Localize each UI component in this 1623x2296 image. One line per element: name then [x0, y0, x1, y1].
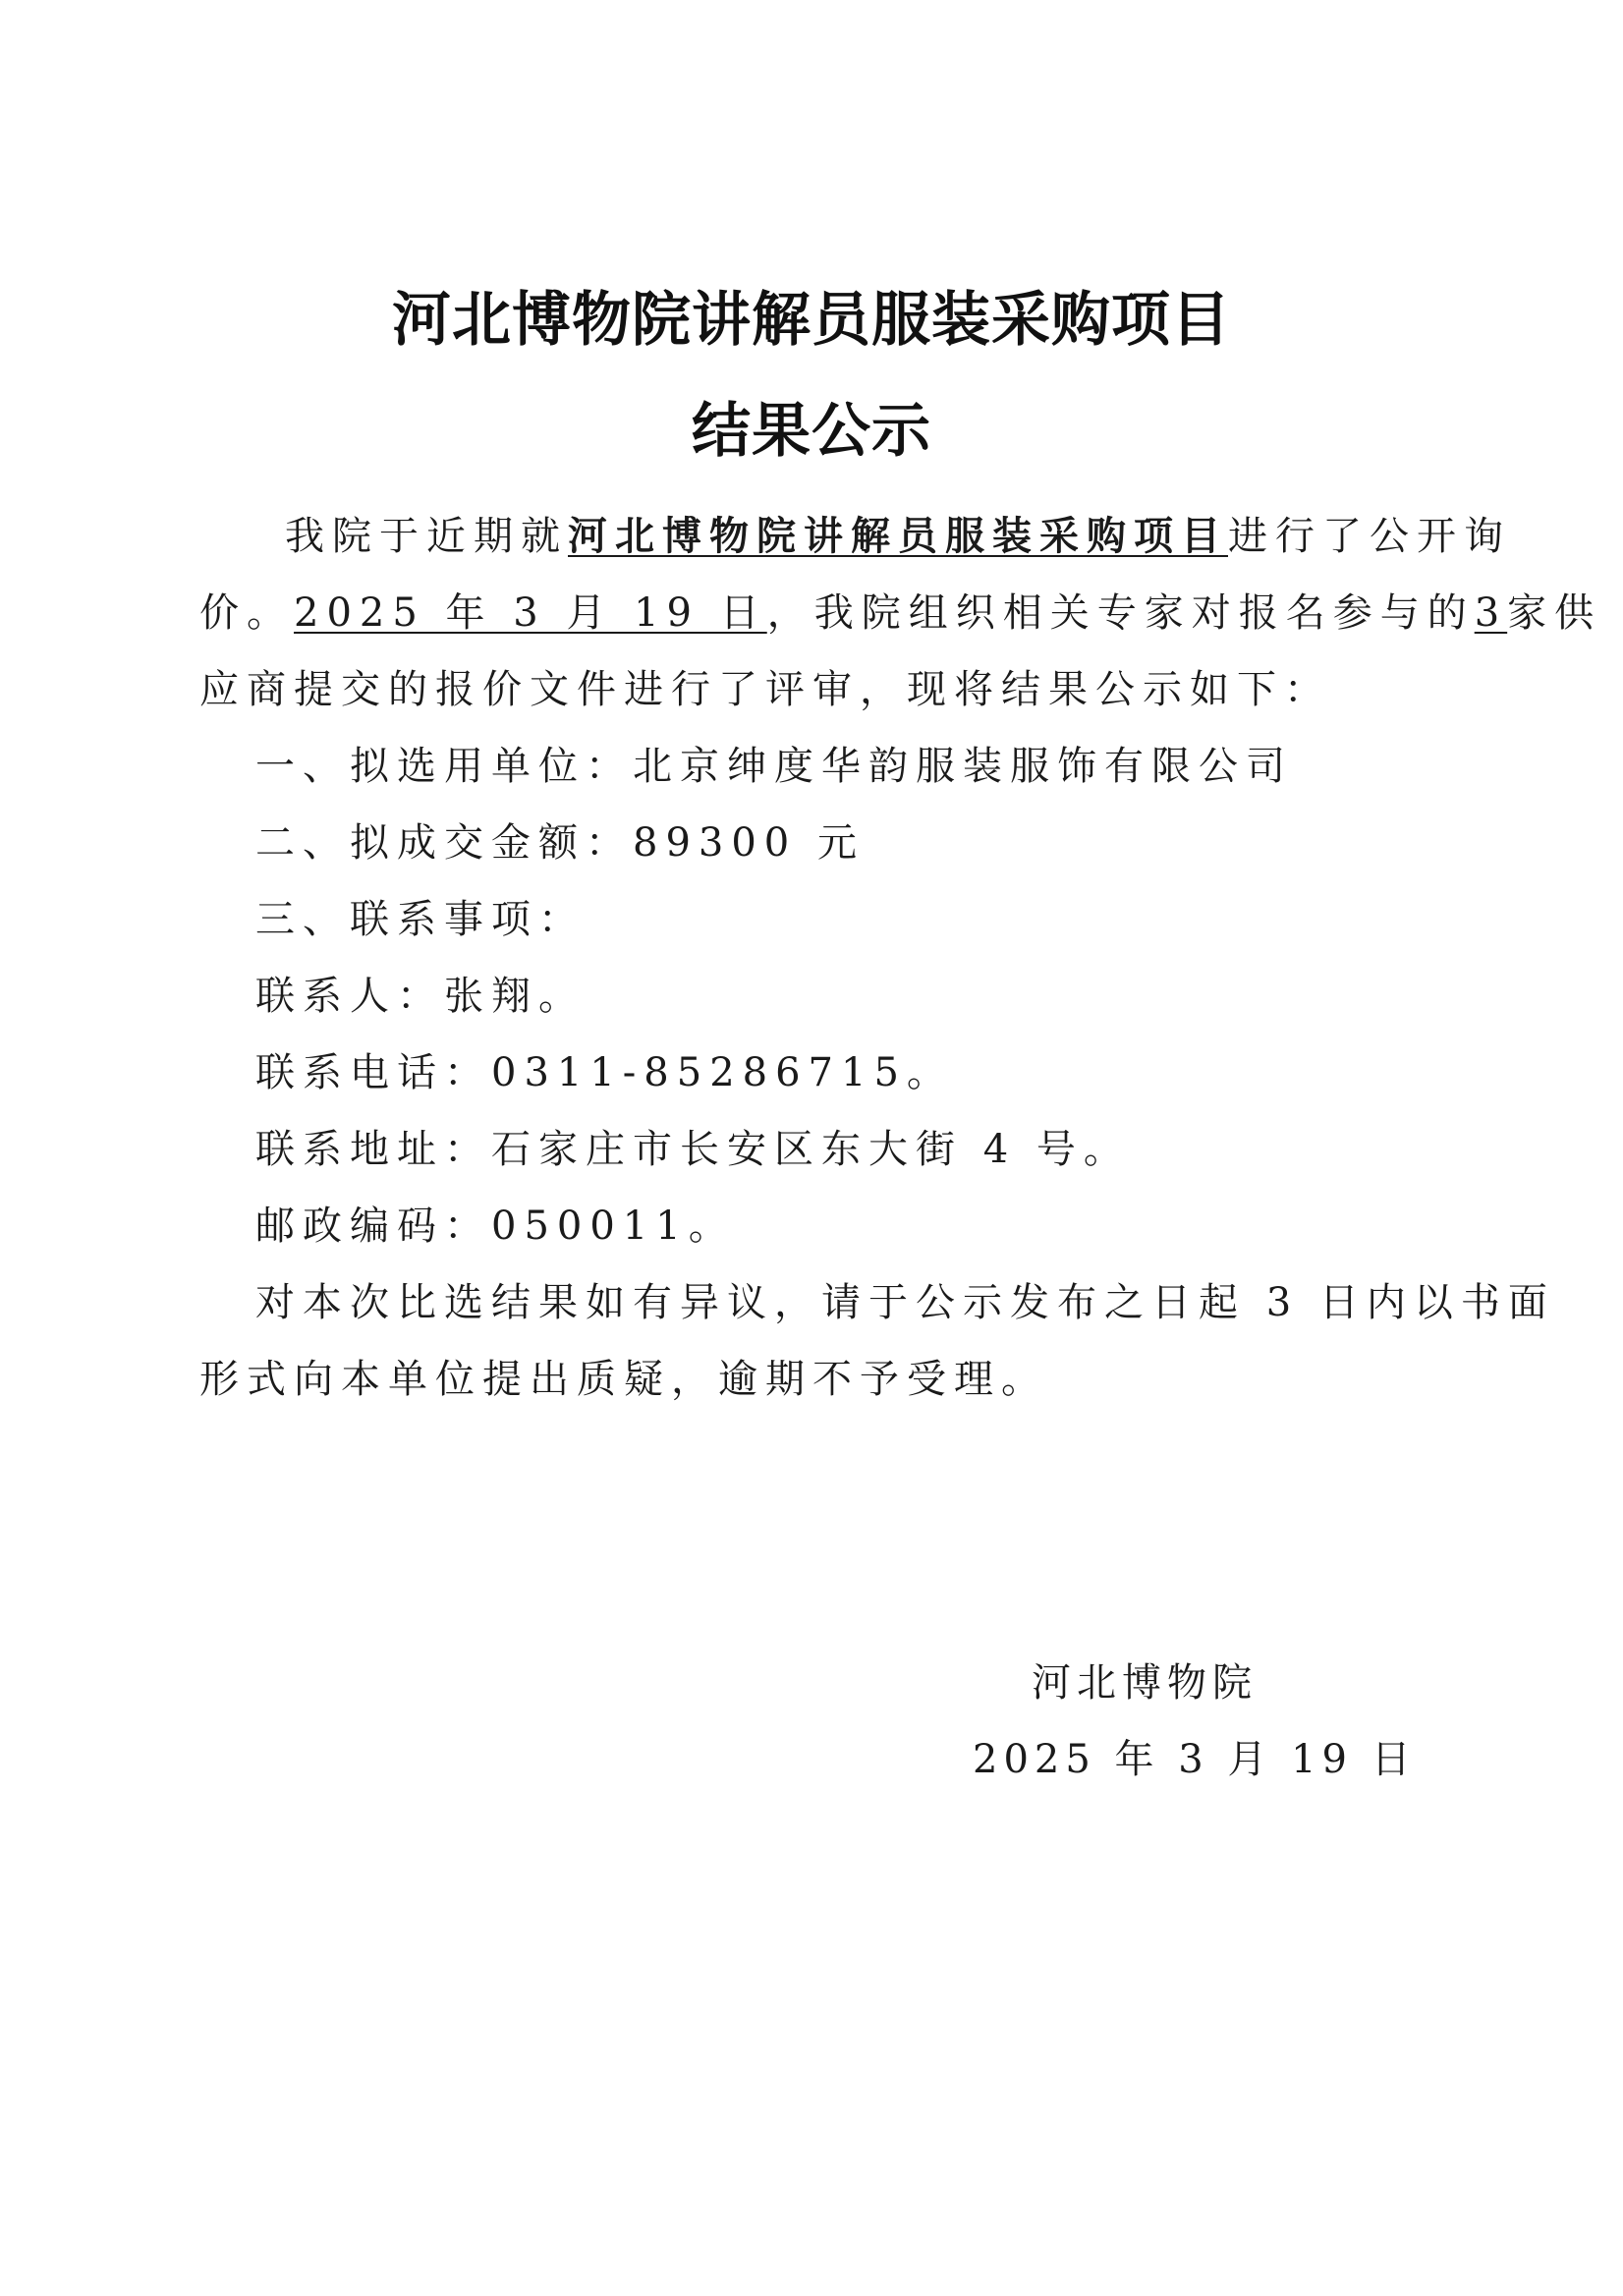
deal-amount: 二、拟成交金额：89300 元 — [255, 820, 865, 866]
intro-text: 进行了公开询 — [1228, 514, 1511, 559]
intro-text: 价。 — [199, 590, 294, 636]
objection-line-1: 对本次比选结果如有异议，请于公示发布之日起 3 日内以书面 — [255, 1280, 1555, 1325]
review-date: 2025 年 3 月 19 日 — [294, 590, 767, 636]
intro-text: 我院于近期就 — [285, 514, 568, 559]
contact-address: 联系地址：石家庄市长安区东大街 4 号。 — [255, 1127, 1131, 1172]
intro-line-1 — [285, 509, 1523, 564]
document-title: 河北博物院讲解员服装采购项目 — [392, 286, 1231, 355]
contact-heading: 三、联系事项： — [255, 897, 586, 942]
intro-line-2 — [199, 586, 1602, 641]
contact-phone: 联系电话：0311-85286715。 — [255, 1050, 954, 1095]
document-subtitle: 结果公示 — [692, 397, 931, 466]
postcode: 邮政编码：050011。 — [255, 1204, 736, 1249]
project-name: 河北博物院讲解员服装采购项目 — [568, 513, 1228, 559]
supplier-count: 3 — [1474, 590, 1508, 636]
objection-line-2: 形式向本单位提出质疑，逾期不予受理。 — [199, 1357, 1048, 1402]
intro-line-3: 应商提交的报价文件进行了评审，现将结果公示如下： — [199, 667, 1331, 712]
signature-date: 2025 年 3 月 19 日 — [973, 1737, 1417, 1782]
signature-org: 河北博物院 — [1032, 1660, 1258, 1706]
contact-person: 联系人：张翔。 — [255, 974, 586, 1019]
intro-text: 家供 — [1507, 590, 1602, 636]
intro-text: ，我院组织相关专家对报名参与的 — [766, 590, 1475, 636]
selected-unit: 一、拟选用单位：北京绅度华韵服装服饰有限公司 — [255, 744, 1293, 789]
